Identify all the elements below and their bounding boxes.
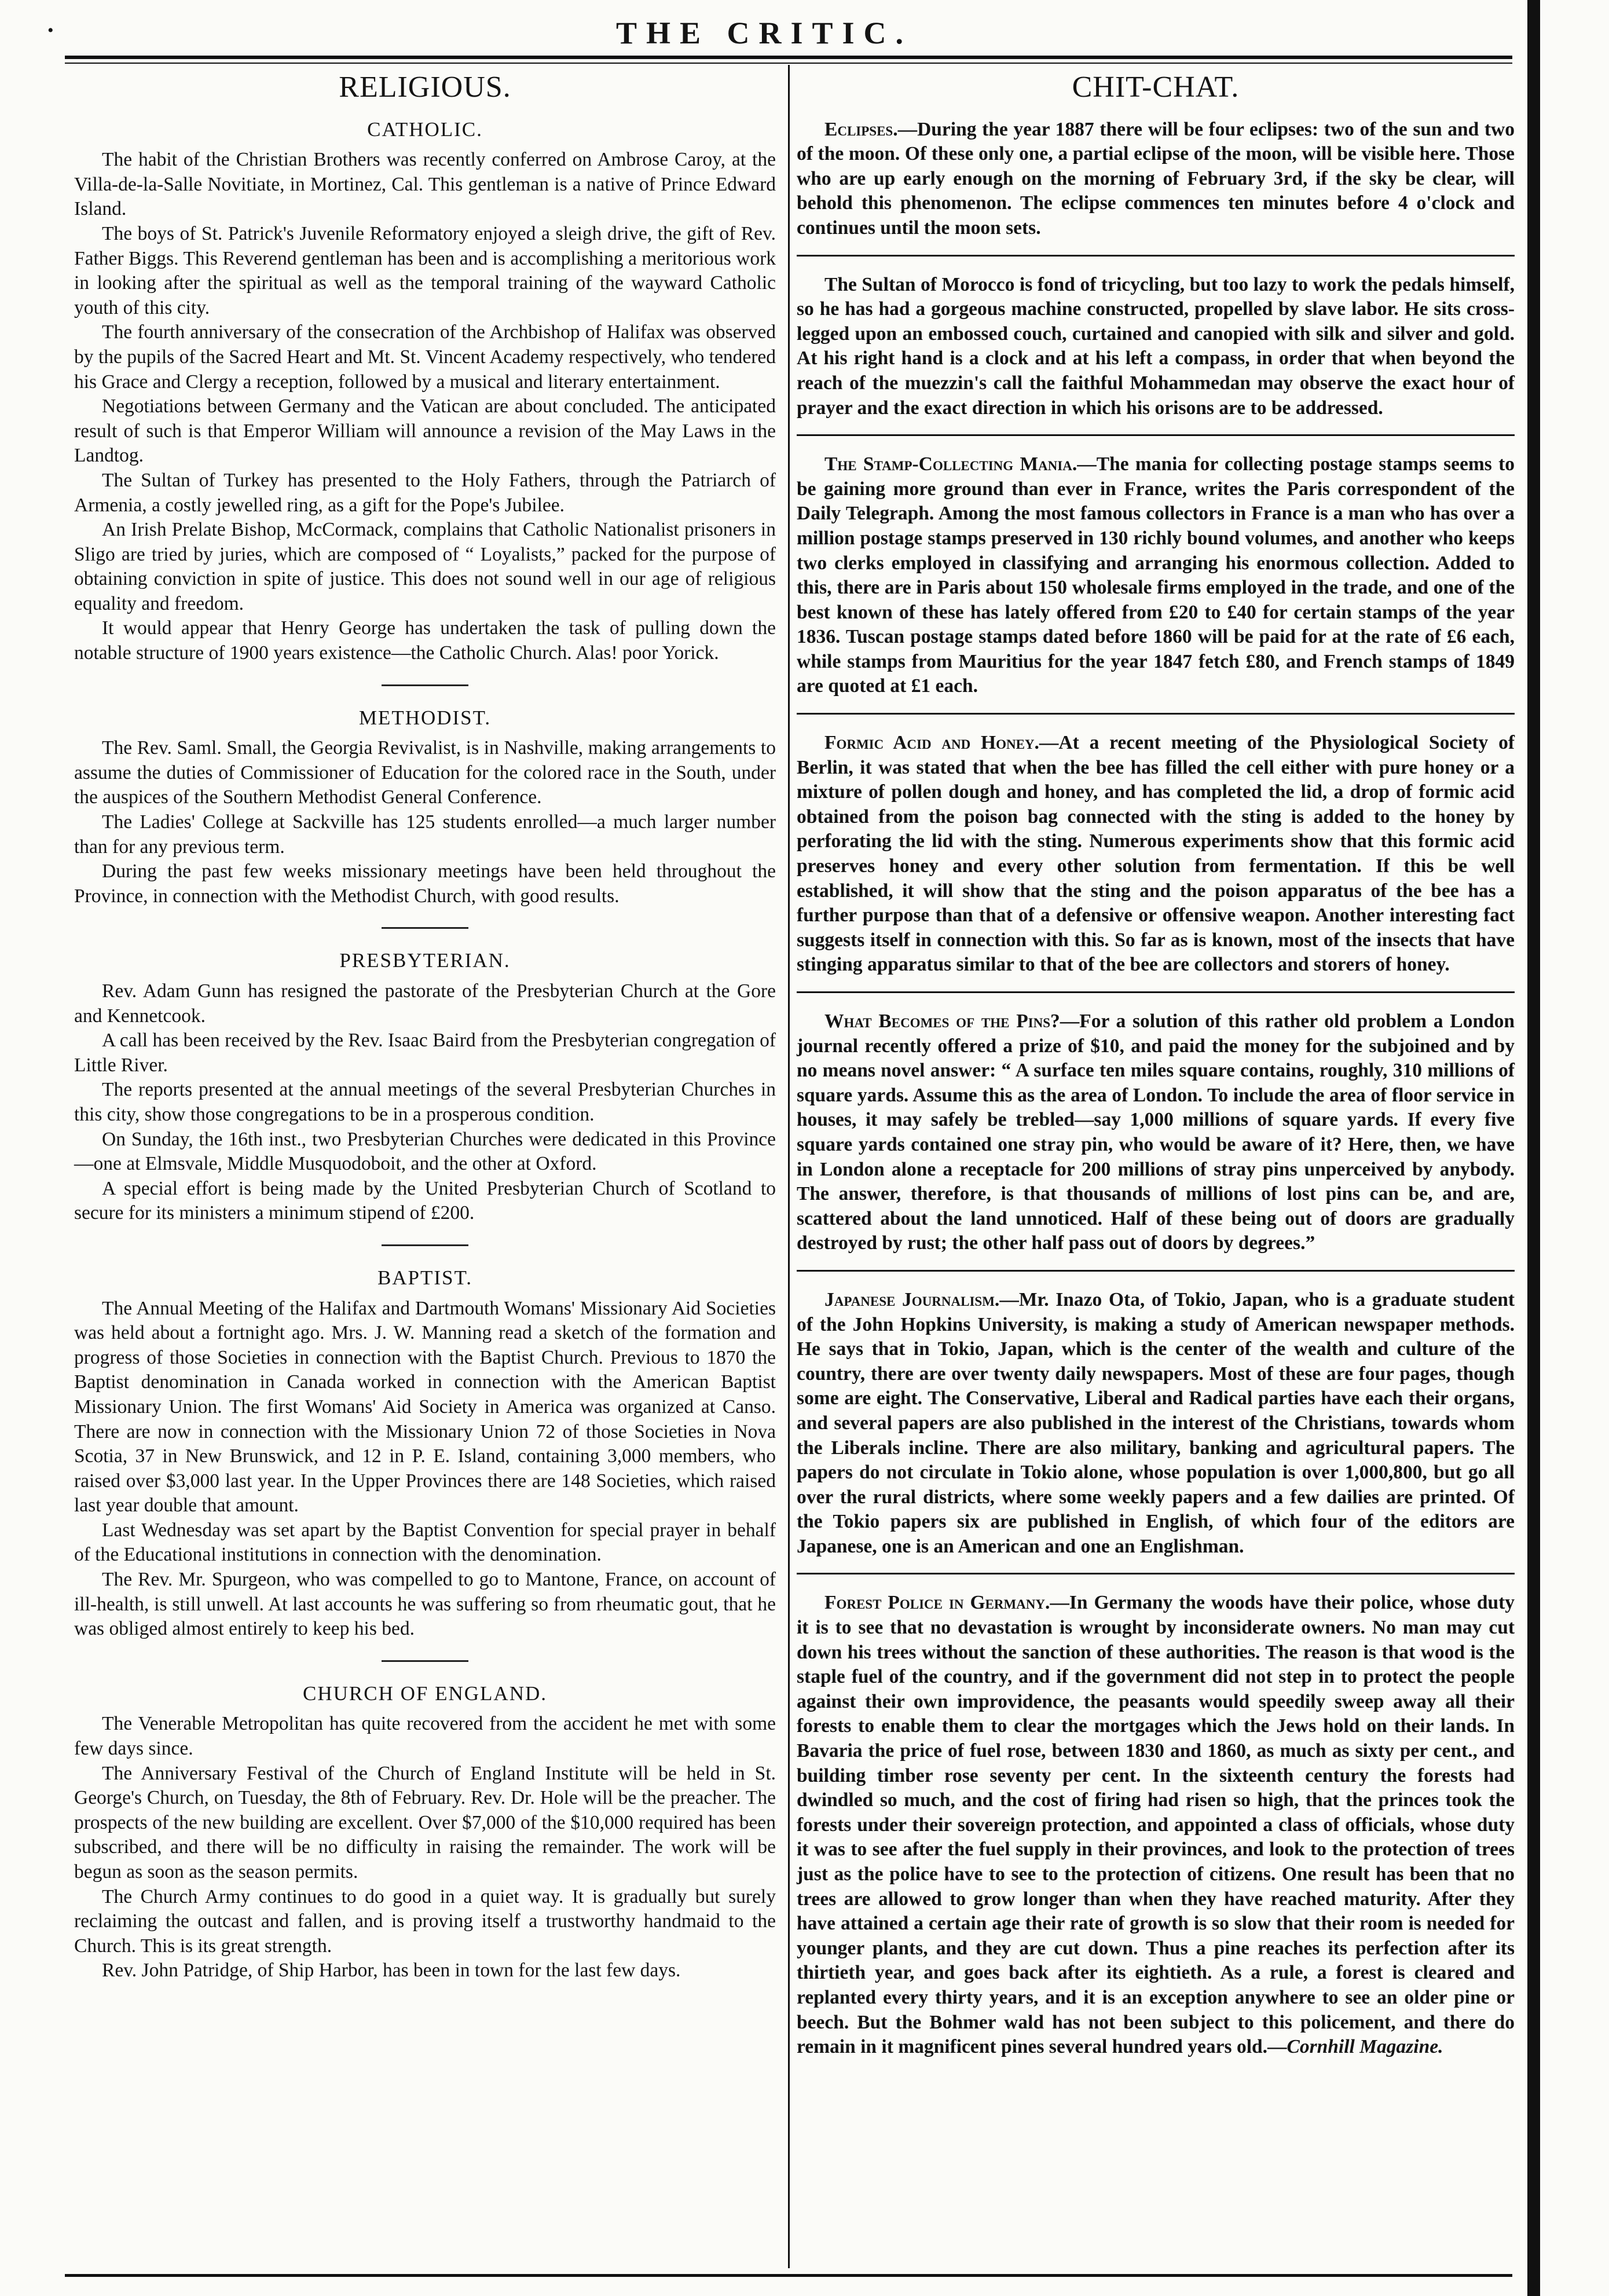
section-catholic (74, 118, 776, 666)
masthead-rule-thick (65, 56, 1512, 59)
article-lead: The Stamp-Collecting Mania. (824, 453, 1077, 475)
paragraph: The Annual Meeting of the Halifax and Dartmouth Womans' Missionary Aid Societies was held about a fortnight ago. Mrs. J. W. Manning read a sketch of the formation and progress of those Societies in connection with the Baptist Church. Previous to 1870 the Baptist denomination in Canada worked in connection with the American Baptist Missionary Union. The first Womans' Aid Society in America was organized at Canso. There are now in connection with the Missionary Union 72 of those Societies in Nova Scotia, 37 in New Brunswick, and 12 in P. E. Island, containing 3,000 members, who raised over $3,000 last year. In the Upper Provinces there are 148 Societies, which raised last year double that amount. (74, 1297, 776, 1517)
paragraph: The boys of St. Patrick's Juvenile Reformatory enjoyed a sleigh drive, the gift of Rev. Father Biggs. This Reverend gentleman has been and is accomplishing a meritorious work in looking after the spiritual as well as the temporal training of the wayward Catholic youth of this city. (74, 222, 776, 318)
paragraph: The Anniversary Festival of the Church of England Institute will be held in St. George's Church, on Tuesday, the 8th of February. Rev. Dr. Hole will be the preacher. The prospects of the new building are excellent. Over $7,000 of the $10,000 required has been subscribed, and there will be no difficulty in raising the remainder. The work will be begun as soon as the season permits. (74, 1762, 776, 1883)
article-body: —In Germany the woods have their police, whose duty it is to see that no devastation is wrought by inconsiderate owners. No man may cut down his trees without the sanction of these authorities. The reason is that wood is the staple fuel of the country, and if the government did not step in to protect the people against their own improvidence, the peasants would speedily sweep away all their forests to enable them to clear the mortgages which the Jews hold on their lands. In Bavaria the price of fuel rose, between 1830 and 1860, as much as sixty per cent., and building timber rose seventy per cent. In the sixteenth century the forests had dwindled so much, and the cost of firing had risen so high, that the princes took the forests under their sovereign protection, and appointed a class of officials, whose duty it was to see after the fuel supply in their provinces, and look to the protection of trees just as the police have to see to the protection of citizens. One result has been that no trees are allowed to grow longer than when they have reached maturity. After they have attained a certain age their rate of growth is so slow that their room is needed for younger plants, and they are cut down. Thus a pine reaches its perfection after its thirtieth year, and goes back after its eightieth. As a rule, a forest is cleared and replanted every thirty years, and it is an exception anywhere to see an older pine or beech. But the Bohmer wald has not been subject to this policement, and there do remain in it magnificent pines several hundred years old.— (797, 1592, 1515, 2058)
masthead-title: THE CRITIC. (615, 16, 913, 50)
religious-title: RELIGIOUS. (339, 71, 511, 104)
article-paragraph (797, 273, 1515, 421)
article-paragraph (797, 1288, 1515, 1559)
article-japanese-journalism (797, 1288, 1515, 1559)
article-lead: Japanese Journalism. (824, 1288, 1000, 1310)
paragraph: Rev. John Patridge, of Ship Harbor, has been in town for the last few days. (102, 1960, 681, 1982)
religious-column (74, 71, 776, 1983)
article-forest-police (797, 1591, 1515, 2059)
paragraph: The Rev. Mr. Spurgeon, who was compelled to go to Mantone, France, on account of ill-health, is still unwell. At last accounts he was suffering so from rheumatic gout, that he was obliged almost entirely to keep his bed. (74, 1569, 776, 1640)
article-paragraph (797, 452, 1515, 699)
article-body: —For a solution of this rather old problem a London journal recently offered a prize of $10, and paid the money for the subjoined and by no means novel answer: “ A surface ten miles square contains, roughly, 310 millions of square yards. Assume this as the area of London. To include the area of floor service in houses, it may safely be trebled—say 1,000 millions of square yards. If every five square yards contained one stray pin, who would be aware of it? Here, then, we have in London alone a receptacle for 200 millions of stray pins unperceived by anybody. The answer, therefore, is that thousands of millions of lost pins can be, and are, scattered about the land unnoticed. Half of these being out of doors are gradually destroyed by rust; the other half pass out of doors by degrees.” (797, 1010, 1515, 1254)
article-body: —At a recent meeting of the Physiological Society of Berlin, it was stated that when the bee has filled the cell either with pure honey or a mixture of pollen dough and honey, and has completed the lid, a drop of formic acid obtained from the poison bag connected with the sting is added to the honey by perforating the lid with the sting. Numerous experiments show that this formic acid preserves honey and every other solution from fermentation. If this be well established, it will show that the sting and the poison apparatus of the bee has a further purpose than that of a defensive or offensive weapon. Another interesting fact suggests itself in connection with this. So far as is known, most of the insects that have stinging apparatus similar to that of the bee are collectors and storers of honey. (797, 732, 1515, 976)
article-body: —During the year 1887 there will be four eclipses: two of the sun and two of the moon. Of these only one, a partial eclipse of the moon, will be visible here. Those who are up early enough on the morning of February 3rd, if the sky be clear, will behold this phenomenon. The eclipse commences ten minutes before 4 o'clock and continues until the moon sets. (797, 118, 1515, 239)
article-rule (797, 1270, 1515, 1272)
section-church-of-england (74, 1682, 776, 1983)
article-lead: What Becomes of the Pins? (824, 1010, 1060, 1032)
article-lead: Forest Police in Germany. (824, 1592, 1050, 1614)
paragraph: The Venerable Metropolitan has quite recovered from the accident he met with some few days since. (74, 1713, 776, 1760)
paragraph: Last Wednesday was set apart by the Baptist Convention for special prayer in behalf of the Educational institutions in connection with the denomination. (74, 1519, 776, 1566)
article-body: The Sultan of Morocco is fond of tricycling, but too lazy to work the pedals himself, so he has had a gorgeous machine constructed, propelled by slave labor. He sits cross-legged upon an embossed couch, curtained and canopied with silk and silver and gold. At his right hand is a clock and at his left a compass, in order that when beyond the reach of the muezzin's call the faithful Mohammedan may observe the exact hour of prayer and the exact direction in which his orisons are to be addressed. (797, 273, 1515, 419)
article-paragraph (797, 731, 1515, 977)
paragraph: An Irish Prelate Bishop, McCormack, complains that Catholic Nationalist prisoners in Sligo are tried by juries, which are composed of “ Loyalists,” packed for the purpose of obtaining conviction in spite of justice. This does not sound well in our age of religious equality and freedom. (74, 519, 776, 614)
paragraph: A special effort is being made by the United Presbyterian Church of Scotland to secure for its ministers a minimum stipend of £200. (74, 1177, 776, 1224)
article-lead: Eclipses. (824, 118, 898, 140)
article-pins (797, 1009, 1515, 1256)
bottom-rule (65, 2274, 1512, 2277)
paragraph: During the past few weeks missionary meetings have been held throughout the Province, in connection with the Methodist Church, with good results. (74, 860, 776, 907)
corner-mark: • (47, 21, 54, 40)
chit-chat-title: CHIT-CHAT. (1072, 71, 1240, 104)
paragraph: Negotiations between Germany and the Vatican are about concluded. The anticipated result of such is that Emperor William will announce a revision of the May Laws in the Landtog. (74, 396, 776, 467)
section-separator (382, 1660, 468, 1662)
article-paragraph (797, 1009, 1515, 1256)
masthead-rule-thin (65, 63, 1512, 64)
paragraph: The reports presented at the annual meetings of the several Presbyterian Churches in this city, show those congregations to be in a prosperous condition. (74, 1079, 776, 1125)
section-heading: BAPTIST. (377, 1266, 473, 1289)
article-sultan-tricycle (797, 273, 1515, 421)
article-body: —Mr. Inazo Ota, of Tokio, Japan, who is a graduate student of the John Hopkins University, is making a study of American newspaper methods. He says that in Tokio, Japan, which is the center of the wealth and culture of the country, there are over twenty daily newspapers. Most of these are four pages, though some are eight. The Conservative, Liberal and Radical parties have each their organs, and several papers are also published in the interest of the Christians, towards whom the Liberals incline. There are also military, banking and agricultural papers. The papers do not circulate in Tokio alone, whose population is over 1,000,800, but go all over the rural districts, where some weekly papers and a few dailies are printed. Of the Tokio papers six are published in English, of which four of the editors are Japanese, one is an American and one an Englishman. (797, 1288, 1515, 1557)
paragraph: The Ladies' College at Sackville has 125 students enrolled—a much larger number than for any previous term. (74, 811, 776, 858)
article-rule (797, 991, 1515, 993)
paragraph: Rev. Adam Gunn has resigned the pastorate of the Presbyterian Church at the Gore and Kennetcook. (74, 980, 776, 1027)
chit-chat-column (797, 71, 1515, 2060)
paragraph: The habit of the Christian Brothers was recently conferred on Ambrose Caroy, at the Villa-de-la-Salle Novitiate, in Mortinez, Cal. This gentleman is a native of Prince Edward Island. (74, 149, 776, 220)
article-body: —The mania for collecting postage stamps seems to be gaining more ground than ever in France, writes the Paris correspondent of the Daily Telegraph. Among the most famous collectors in France is a man who has over a million postage stamps preserved in 130 richly bound volumes, and another who keeps two clerks employed in classifying and arranging his enormous collection. Added to this, there are in Paris about 150 wholesale firms employed in the trade, and one of the best known of these has lately offered from £20 to £40 for certain stamps of the year 1836. Tuscan postage stamps dated before 1860 will be paid for at the rate of £6 each, while stamps from Mauritius for the year 1847 fetch £80, and French stamps of 1849 are quoted at £1 each. (797, 453, 1515, 697)
article-rule (797, 1573, 1515, 1574)
paragraph: The Church Army continues to do good in a quiet way. It is gradually but surely reclaiming the outcast and fallen, and is proving itself a trustworthy handmaid to the Church. This is its great strength. (74, 1885, 776, 1957)
section-heading: METHODIST. (358, 706, 492, 729)
paragraph: The Rev. Saml. Small, the Georgia Revivalist, is in Nashville, making arrangements to assume the duties of Commissioner of Education for the colored race in the South, under the auspices of the Southern Methodist General Conference. (74, 737, 776, 808)
column-divider (788, 65, 790, 2268)
page-edge-bar (1527, 0, 1540, 2296)
section-methodist (74, 706, 776, 909)
paragraph: The fourth anniversary of the consecration of the Archbishop of Halifax was observed by the pupils of the Sacred Heart and Mt. St. Vincent Academy respectively, who tendered his Grace and Clergy a reception, followed by a musical and literary entertainment. (74, 321, 776, 393)
section-presbyterian (74, 949, 776, 1226)
section-baptist (74, 1266, 776, 1642)
section-heading: PRESBYTERIAN. (339, 949, 511, 972)
article-lead: Formic Acid and Honey. (824, 732, 1039, 754)
section-separator (382, 927, 468, 929)
paragraph: It would appear that Henry George has undertaken the task of pulling down the notable structure of 1900 years existence—the Catholic Church. Alas! poor Yorick. (74, 617, 776, 664)
section-separator (382, 684, 468, 686)
article-rule (797, 255, 1515, 257)
paragraph: A call has been received by the Rev. Isaac Baird from the Presbyterian congregation of Little River. (74, 1030, 776, 1076)
section-heading: CHURCH OF ENGLAND. (303, 1682, 547, 1705)
paragraph: On Sunday, the 16th inst., two Presbyterian Churches were dedicated in this Province—one at Elmsvale, Middle Musquodoboit, and the other at Oxford. (74, 1128, 776, 1175)
article-paragraph (797, 1591, 1515, 2059)
article-stamp-collecting (797, 452, 1515, 699)
article-rule (797, 434, 1515, 436)
paragraph: The Sultan of Turkey has presented to the Holy Fathers, through the Patriarch of Armenia, a costly jewelled ring, as a gift for the Pope's Jubilee. (74, 469, 776, 516)
article-source: Cornhill Magazine. (1287, 2036, 1443, 2058)
article-formic-acid (797, 731, 1515, 977)
section-heading: CATHOLIC. (367, 118, 483, 141)
article-paragraph (797, 118, 1515, 241)
section-separator (382, 1244, 468, 1246)
article-rule (797, 713, 1515, 715)
article-eclipses (797, 118, 1515, 241)
